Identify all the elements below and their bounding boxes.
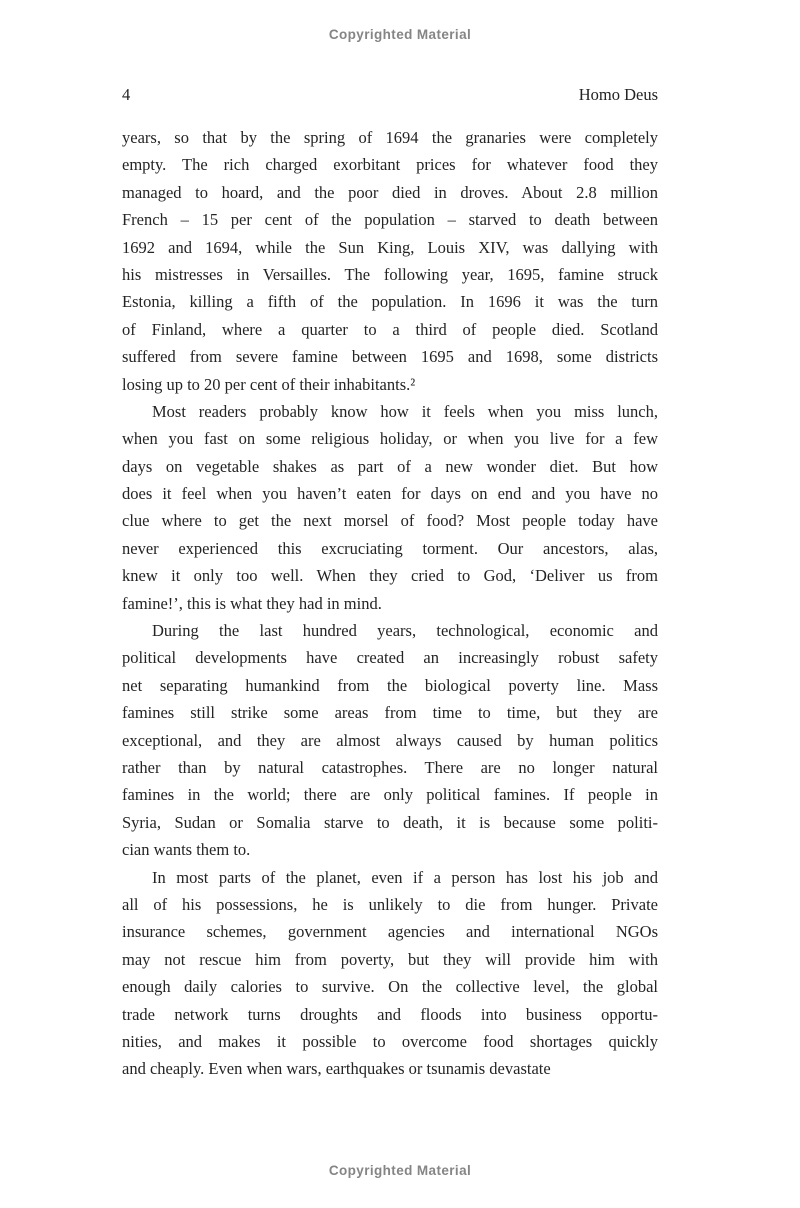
text-line: political developments have created an increasingly robust safety [122, 648, 658, 668]
text-line: insurance schemes, government agencies and international NGOs [122, 922, 658, 942]
text-line: suffered from severe famine between 1695 and 1698, some districts [122, 347, 658, 367]
text-line: Most readers probably know how it feels when you miss lunch, [152, 401, 658, 421]
text-line: all of his possessions, he is unlikely to die from hunger. Private [122, 894, 658, 914]
text-line: clue where to get the next morsel of food? Most people today have [122, 511, 658, 531]
text-line: his mistresses in Versailles. The following year, 1695, famine struck [122, 264, 658, 284]
text-line: During the last hundred years, technological, economic and [152, 621, 658, 641]
text-line: In most parts of the planet, even if a person has lost his job and [152, 867, 658, 887]
text-line: famines in the world; there are only political famines. If people in [122, 785, 658, 805]
text-line: may not rescue him from poverty, but they will provide him with [122, 949, 658, 969]
text-line: losing up to 20 per cent of their inhabitants.² [122, 374, 416, 394]
text-line: trade network turns droughts and floods into business opportu- [122, 1004, 658, 1024]
text-line: of Finland, where a quarter to a third of people died. Scotland [122, 319, 658, 339]
text-line: years, so that by the spring of 1694 the granaries were completely [122, 128, 658, 147]
text-line: knew it only too well. When they cried to God, ‘Deliver us from [122, 566, 658, 586]
page-number: 4 [122, 85, 131, 104]
text-line: French – 15 per cent of the population – starved to death between [122, 210, 658, 230]
text-line: enough daily calories to survive. On the collective level, the global [122, 977, 658, 997]
text-line: exceptional, and they are almost always caused by human politics [122, 730, 658, 750]
text-line: famine!’, this is what they had in mind. [122, 593, 382, 613]
copyright-notice-bottom: Copyrighted Material [328, 1163, 472, 1178]
text-line: does it feel when you haven’t eaten for days on end and you have no [122, 484, 658, 504]
text-line: days on vegetable shakes as part of a new wonder diet. But how [122, 456, 658, 476]
copyright-notice-top: Copyrighted Material [328, 27, 472, 42]
text-line: rather than by natural catastrophes. There are no longer natural [122, 757, 658, 777]
text-line: Syria, Sudan or Somalia starve to death, it is because some politi- [122, 812, 658, 832]
text-line: managed to hoard, and the poor died in droves. About 2.8 million [122, 182, 658, 202]
text-line: net separating humankind from the biological poverty line. Mass [122, 675, 658, 695]
text-line: when you fast on some religious holiday, or when you live for a few [122, 429, 658, 449]
page-header [122, 85, 658, 105]
text-line: empty. The rich charged exorbitant prices for whatever food they [122, 155, 658, 175]
text-line: 1692 and 1694, while the Sun King, Louis XIV, was dallying with [122, 237, 658, 257]
text-line: famines still strike some areas from time to time, but they are [122, 703, 658, 723]
running-title: Homo Deus [578, 85, 658, 104]
text-line: nities, and makes it possible to overcome food shortages quickly [122, 1031, 658, 1051]
text-block [122, 124, 658, 1083]
text-line: cian wants them to. [122, 840, 251, 860]
text-line: Estonia, killing a fifth of the population. In 1696 it was the turn [122, 292, 658, 312]
text-line: and cheaply. Even when wars, earthquakes or tsunamis devastate [122, 1059, 551, 1079]
text-line: never experienced this excruciating torment. Our ancestors, alas, [122, 538, 658, 558]
